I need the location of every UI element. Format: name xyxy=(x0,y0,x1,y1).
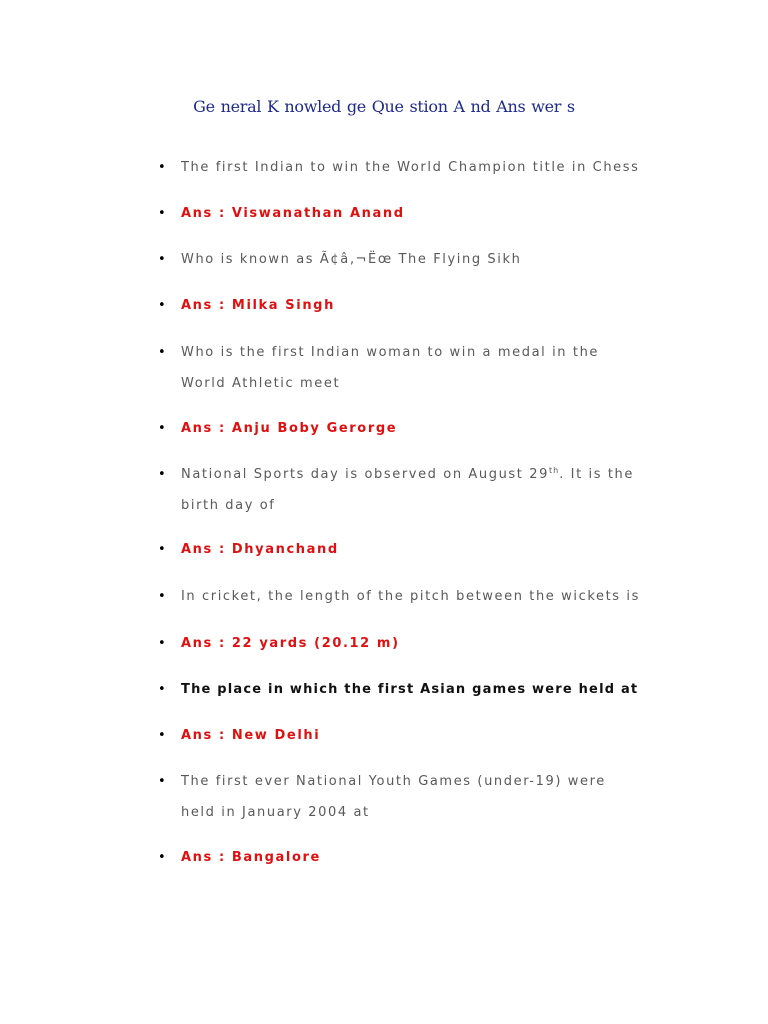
question-text xyxy=(181,459,634,521)
bullet-icon: • xyxy=(158,774,166,789)
question-line-1 xyxy=(181,467,634,482)
ordinal-superscript: th xyxy=(548,466,560,475)
bullet-icon: • xyxy=(158,252,166,267)
question-text: Who is known as Ã¢â‚¬Ëœ The Flying Sikh xyxy=(181,252,522,267)
question-line-2: World Athletic meet xyxy=(181,376,341,391)
bullet-icon: • xyxy=(158,298,166,313)
bullet-icon: • xyxy=(158,160,166,175)
question-text xyxy=(181,337,599,399)
bullet-icon: • xyxy=(158,636,166,651)
bullet-icon: • xyxy=(158,682,166,697)
question-line-1: The first ever National Youth Games (under-19) were xyxy=(181,774,606,789)
bullet-icon: • xyxy=(158,421,166,436)
question-line-1-end: . It is the xyxy=(559,467,634,482)
answer-text: Ans : Milka Singh xyxy=(181,298,335,313)
question-line-1: Who is the first Indian woman to win a medal in the xyxy=(181,345,599,360)
question-text xyxy=(181,766,606,828)
bullet-icon: • xyxy=(158,589,166,604)
bullet-icon: • xyxy=(158,728,166,743)
bullet-icon: • xyxy=(158,467,166,482)
bullet-icon: • xyxy=(158,345,166,360)
list-item-question-3 xyxy=(158,337,698,399)
question-line-2: held in January 2004 at xyxy=(181,805,370,820)
answer-text: Ans : New Delhi xyxy=(181,728,321,743)
answer-text: Ans : Bangalore xyxy=(181,850,321,865)
question-text: The place in which the first Asian games were held at xyxy=(181,682,639,697)
page-title: Ge neral K nowled ge Que stion A nd Ans wer s xyxy=(193,97,575,116)
bullet-icon: • xyxy=(158,542,166,557)
list-item-question-4 xyxy=(158,459,698,521)
bullet-icon: • xyxy=(158,850,166,865)
answer-text: Ans : Dhyanchand xyxy=(181,542,339,557)
list-item-question-7 xyxy=(158,766,698,828)
question-text: The first Indian to win the World Champion title in Chess xyxy=(181,160,640,175)
question-text: In cricket, the length of the pitch between the wickets is xyxy=(181,589,640,604)
answer-text: Ans : 22 yards (20.12 m) xyxy=(181,636,400,651)
answer-text: Ans : Anju Boby Gerorge xyxy=(181,421,398,436)
question-line-2: birth day of xyxy=(181,498,276,513)
question-line-1-start: National Sports day is observed on August 29 xyxy=(181,467,549,482)
answer-text: Ans : Viswanathan Anand xyxy=(181,206,405,221)
bullet-icon: • xyxy=(158,206,166,221)
